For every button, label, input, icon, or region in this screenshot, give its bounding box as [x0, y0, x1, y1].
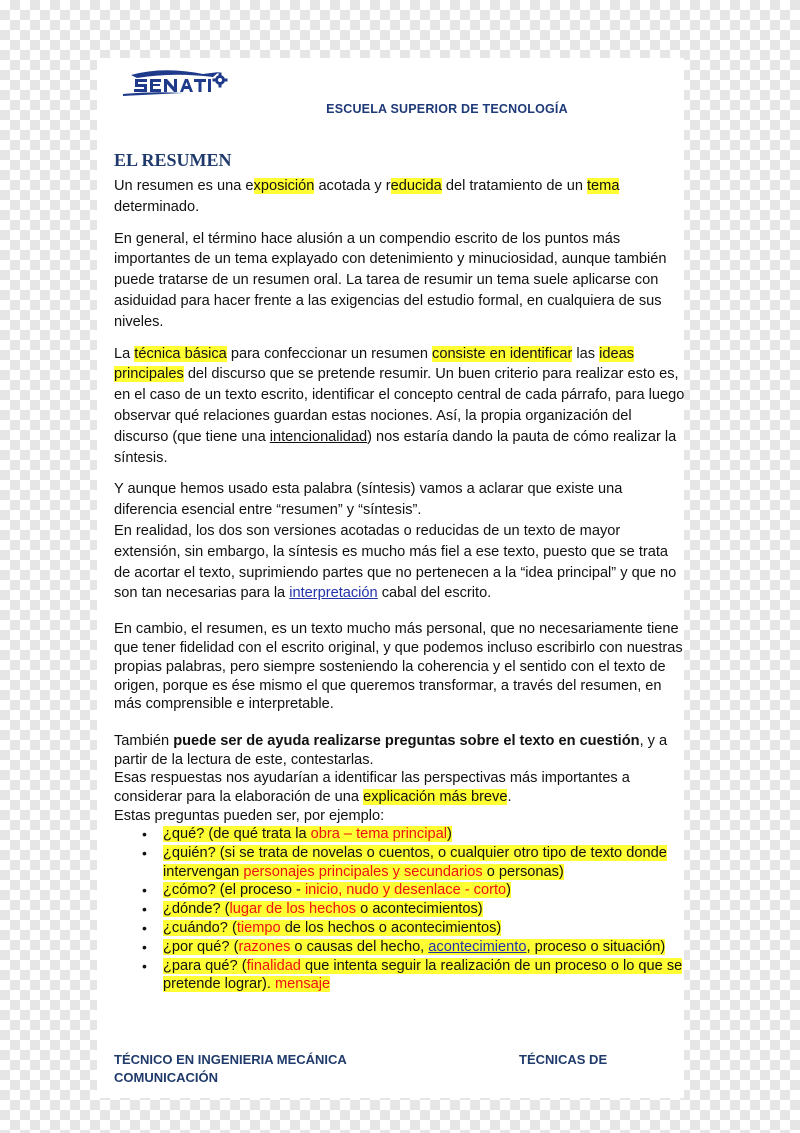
document-page [97, 58, 684, 1098]
list-item: • ¿para qué? (finalidad que intenta seguir la realización de un proceso o lo que se pretende lograr). mensaje [142, 957, 686, 995]
highlight: educida [390, 178, 442, 194]
footer-program: TÉCNICO EN INGENIERIA MECÁNICA [114, 1052, 347, 1067]
paragraph-synthesis: Y aunque hemos usado esta palabra (síntesis) vamos a aclarar que existe una diferencia esencial entre “resumen” y “síntesis”. En realidad, los dos son versiones acotadas o reducidas de un texto de mayor extensión, sin embargo, la síntesis es mucho más fiel a ese texto, puesto que se trata de acortar el texto, suprimiendo partes que no pertenecen a la “idea principal” y que no son tan necesarias para la interpretación cabal del escrito. [114, 481, 677, 602]
highlight: ideas principales [114, 345, 635, 383]
list-item: • ¿dónde? (lugar de los hechos o acontecimientos) [142, 900, 686, 919]
interpretacion-link[interactable]: interpretación [289, 585, 378, 602]
list-item: • ¿cómo? (el proceso - inicio, nudo y desenlace - corto) [142, 881, 686, 900]
document-title: EL RESUMEN [114, 150, 232, 170]
paragraph-personal: En cambio, el resumen, es un texto mucho más personal, que no necesariamente tiene que tener fidelidad con el escrito original, y que podemos incluso escribirlo con nuestras propias palabras, pero siempre sosteniendo la coherencia y el sentido con el texto de origen, porque es ése mismo el que queremos transformar, a través del resumen, en más comprensible e interpretable. [114, 621, 683, 713]
list-item: • ¿quién? (si se trata de novelas o cuentos, o cualquier otro tipo de texto donde intervengan personajes principales y secundarios o personas) [142, 844, 686, 882]
logo-wordmark [235, 68, 236, 69]
school-name: ESCUELA SUPERIOR DE TECNOLOGÍA [326, 102, 568, 116]
paragraph-questions-intro: También puede ser de ayuda realizarse preguntas sobre el texto en cuestión, y a partir de la lectura de este, contestarlas. Esas respuestas nos ayudarían a identificar las perspectivas más importantes a considerar para la elaboración de una explicación más breve. Estas preguntas pueden ser, por ejemplo: [114, 733, 668, 824]
senati-logo [123, 68, 235, 98]
list-item: • ¿qué? (de qué trata la obra – tema principal) [142, 825, 686, 844]
senati-logo-graphic [123, 68, 235, 98]
highlight: xposición [253, 178, 315, 194]
paragraph-general: En general, el término hace alusión a un compendio escrito de los puntos más importantes de un tema explayado con detenimiento y minuciosidad, aunque también puede tratarse de un resumen oral. La tarea de resumir un tema suele aplicarse con asiduidad para hacer frente a las exigencias del estudio formal, en cualquiera de sus niveles. [114, 230, 667, 330]
acontecimiento-link[interactable]: acontecimiento [428, 938, 527, 955]
highlight: explicación más breve [363, 788, 508, 805]
paragraph-definition: Un resumen es una exposición acotada y reducida del tratamiento de un tema determinado. [114, 178, 620, 215]
paragraph-technique: La técnica básica para confeccionar un resumen consiste en identificar las ideas principales del discurso que se pretende resumir. Un buen criterio para realizar esto es, en el caso de un texto escrito, identificar el concepto central de cada párrafo, para luego observar qué relaciones guardan estas nociones. Así, la propia organización del discurso (que tiene una intencionalidad) nos estaría dando la pauta de cómo realizar la síntesis. [114, 345, 685, 466]
highlight: tema [587, 178, 620, 194]
question-list [114, 825, 686, 994]
document-body [114, 176, 686, 994]
highlight: técnica básica [134, 345, 227, 362]
list-item: • ¿cuándo? (tiempo de los hechos o acontecimientos) [142, 919, 686, 938]
list-item: • ¿por qué? (razones o causas del hecho, acontecimiento, proceso o situación) [142, 938, 686, 957]
page-footer [114, 1051, 674, 1086]
footer-course-line2: COMUNICACIÓN [114, 1069, 218, 1085]
underlined-term: intencionalidad [269, 428, 368, 445]
highlight: consiste en identificar [432, 345, 573, 362]
footer-course: TÉCNICAS DE [519, 1052, 608, 1067]
